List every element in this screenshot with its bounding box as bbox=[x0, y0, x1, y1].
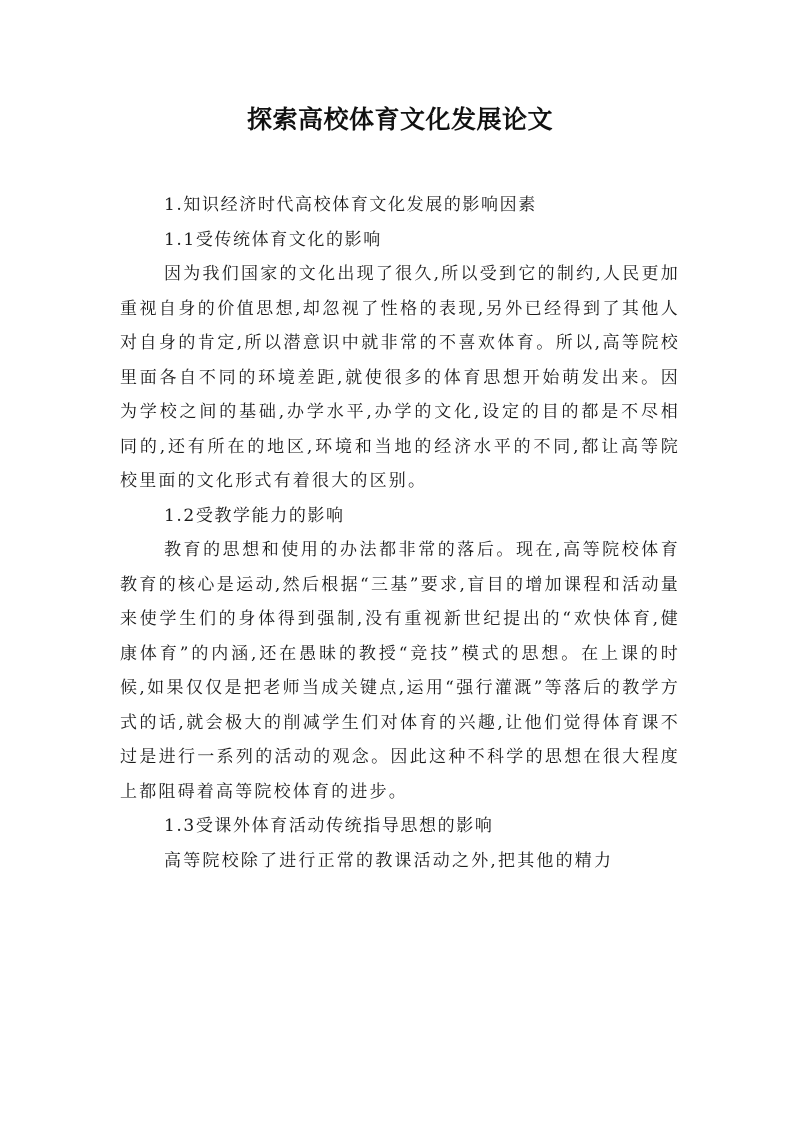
section-heading-1-1: 1.1受传统体育文化的影响 bbox=[164, 229, 382, 250]
document-body bbox=[120, 188, 680, 878]
paragraph-3: 高等院校除了进行正常的教课活动之外,把其他的精力 bbox=[164, 850, 614, 871]
paragraph-1: 因为我们国家的文化出现了很久,所以受到它的制约,人民更加重视自身的价值思想,却忽视了性格的表现,另外已经得到了其他人对自身的肯定,所以潜意识中就非常的不喜欢体育。所以,高等院校里面各自不同的环境差距,就使很多的体育思想开始萌发出来。因为学校之间的基础,办学水平,办学的文化,设定的目的都是不尽相同的,还有所在的地区,环境和当地的经济水平的不同,都让高等院校里面的文化形式有着很大的区别。 bbox=[120, 264, 680, 491]
section-heading-1-2: 1.2受教学能力的影响 bbox=[164, 505, 345, 526]
section-heading-1-3: 1.3受课外体育活动传统指导思想的影响 bbox=[164, 816, 494, 836]
page-title: 探索高校体育文化发展论文 bbox=[246, 105, 553, 134]
section-heading-1: 1.知识经济时代高校体育文化发展的影响因素 bbox=[164, 195, 537, 215]
paragraph-2: 教育的思想和使用的办法都非常的落后。现在,高等院校体育教育的核心是运动,然后根据“三基”要求,盲目的增加课程和活动量来使学生们的身体得到强制,没有重视新世纪提出的“欢快体育,健康体育”的内涵,还在愚昧的教授“竞技”模式的思想。在上课的时候,如果仅仅是把老师当成关键点,运用“强行灌溉”等落后的教学方式的话,就会极大的削减学生们对体育的兴趣,让他们觉得体育课不过是进行一系列的活动的观念。因此这种不科学的思想在很大程度上都阻碍着高等院校体育的进步。 bbox=[120, 540, 680, 802]
